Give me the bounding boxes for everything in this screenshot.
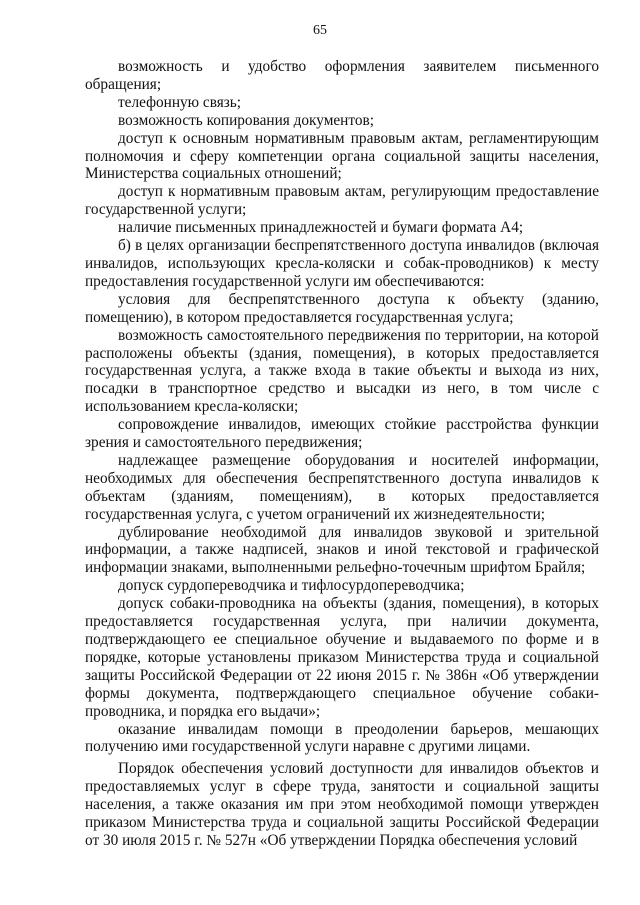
paragraph: дублирование необходимой для инвалидов звуковой и зрительной информации, а также надписей, знаков и иной текстовой и графической информации знаками, выполненными рельефно-точечным шрифтом Брайля; [85,523,599,577]
paragraph: условия для беспрепятственного доступа к объекту (зданию, помещению), в котором предоставляется государственная услуга; [85,290,599,326]
paragraph: надлежащее размещение оборудования и носителей информации, необходимых для обеспечения беспрепятственного доступа инвалидов к объектам (зданиям, помещениям), в которых предоставляется государственная услуга, с учетом ограничений их жизнедеятельности; [85,451,599,523]
paragraph: оказание инвалидам помощи в преодолении барьеров, мешающих получению ими государственной услуги наравне с другими лицами. [85,720,599,756]
paragraph: допуск сурдопереводчика и тифлосурдопереводчика; [118,577,465,595]
paragraph: сопровождение инвалидов, имеющих стойкие расстройства функции зрения и самостоятельного передвижения; [85,416,599,452]
paragraph: возможность и удобство оформления заявителем письменного обращения; [85,58,599,93]
page-number: 65 [313,23,327,38]
document-body [85,58,599,850]
paragraph: возможность самостоятельного передвижения по территории, на которой расположены объекты (здания, помещения), в которых предоставляется государственная услуга, а также входа в такие объекты и выхода из них, посадки в транспортное средство и высадки из него, в том числе с использованием кресла-коляски; [85,326,599,416]
paragraph: Порядок обеспечения условий доступности для инвалидов объектов и предоставляемых услуг в сфере труда, занятости и социальной защиты населения, а также оказания им при этом необходимой помощи утвержден приказом Министерства труда и социальной защиты Российской Федерации от 30 июля 2015 г. № 527н «Об утверждении Порядка обеспечения условий [85,760,599,849]
paragraph: наличие письменных принадлежностей и бумаги формата А4; [118,219,524,237]
paragraph: телефонную связь; [118,93,242,111]
paragraph: доступ к нормативным правовым актам, регулирующим предоставление государственной услуги; [85,183,599,219]
paragraph: б) в целях организации беспрепятственного доступа инвалидов (включая инвалидов, использующих кресла-коляски и собак-проводников) к месту предоставления государственной услуги им обеспечиваются: [85,237,599,290]
paragraph: возможность копирования документов; [118,111,374,129]
paragraph: доступ к основным нормативным правовым актам, регламентирующим полномочия и сферу компетенции органа социальной защиты населения, Министерства социальных отношений; [85,129,599,183]
paragraph: допуск собаки-проводника на объекты (здания, помещения), в которых предоставляется государственная услуга, при наличии документа, подтверждающего ее специальное обучение и выдаваемого по форме и в порядке, которые установлены приказом Министерства труда и социальной защиты Российской Федерации от 22 июня 2015 г. № 386н «Об утверждении формы документа, подтверждающего специальное обучение собаки-проводника, и порядка его выдачи»; [85,595,599,720]
